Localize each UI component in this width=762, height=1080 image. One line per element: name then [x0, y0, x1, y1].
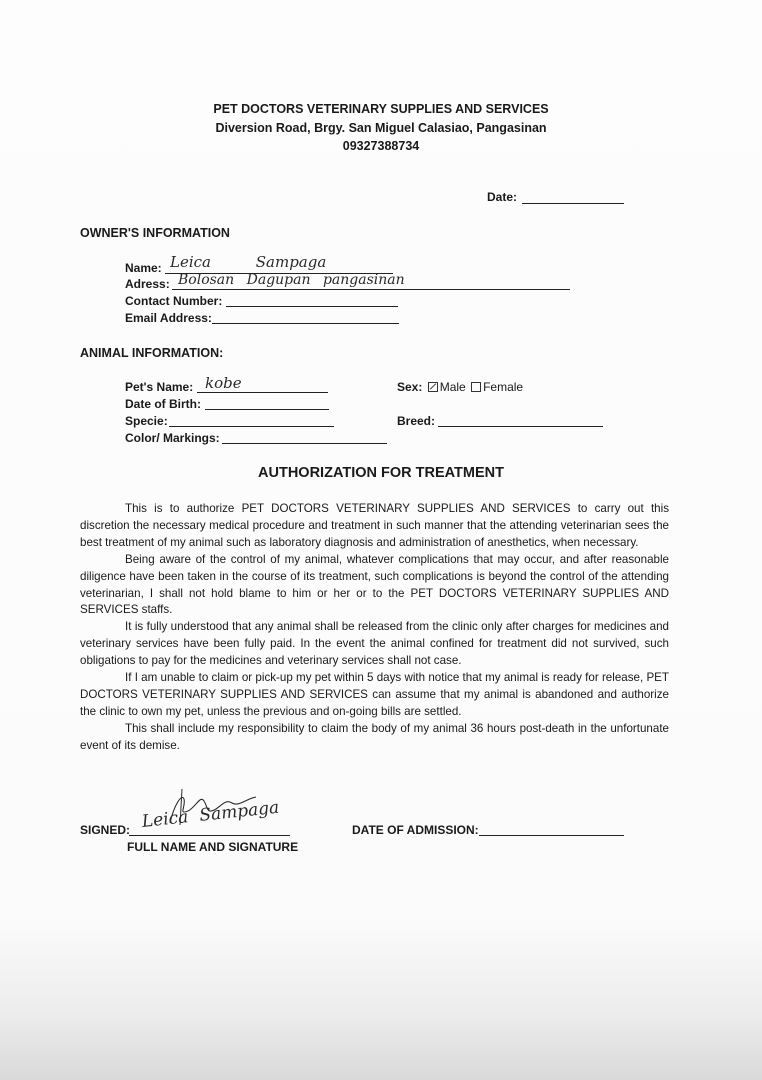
sex-field: [397, 380, 523, 394]
company-name: PET DOCTORS VETERINARY SUPPLIES AND SERVICES: [213, 102, 549, 116]
authorization-paragraph-5: This shall include my responsibility to claim the body of my animal 36 hours post-death in the unfortunate event of its demise.: [80, 721, 669, 752]
specie-line: [169, 426, 334, 427]
owner-info-heading: OWNER'S INFORMATION: [80, 226, 230, 240]
signature-caption: FULL NAME AND SIGNATURE: [127, 840, 299, 854]
email-address-line: [212, 323, 399, 324]
sex-label: Sex:: [397, 380, 423, 394]
dob-line: [205, 409, 329, 410]
color-markings-line: [222, 443, 387, 444]
owner-name-handwriting: Leica Sampaga: [170, 253, 327, 271]
contact-number-label: Contact Number:: [125, 294, 223, 308]
admission-date-label: DATE OF ADMISSION:: [352, 823, 479, 837]
pet-name-line: [197, 392, 328, 393]
signed-label: SIGNED:: [80, 823, 131, 837]
email-address-label: Email Address:: [125, 311, 212, 325]
handwritten-signature: Leica Sampaga: [140, 797, 281, 832]
owner-address-line: [172, 289, 570, 290]
authorization-paragraph-4: If I am unable to claim or pick-up my pet within 5 days with notice that my animal is ready for release, PET DOCTORS VETERINARY SUPPLIES AND SERVICES can assume that my animal is abandoned and authorize the clinic to own my pet, unless the previous and on-going bills are settled.: [80, 671, 669, 718]
female-option-label: Female: [483, 380, 524, 394]
signature-line: [129, 835, 290, 836]
breed-label: Breed:: [397, 414, 436, 428]
date-line: [522, 203, 624, 204]
pet-name-handwriting: kobe: [205, 374, 242, 392]
authorization-body: [80, 501, 669, 755]
female-checkbox[interactable]: [471, 382, 481, 392]
male-option-label: Male: [439, 380, 466, 394]
specie-label: Specie:: [125, 414, 168, 428]
animal-info-heading: ANIMAL INFORMATION:: [80, 346, 224, 360]
date-label: Date:: [487, 190, 518, 204]
breed-line: [438, 426, 603, 427]
color-markings-label: Color/ Markings:: [125, 431, 220, 445]
signature-flourish: [160, 785, 270, 830]
dob-label: Date of Birth:: [125, 397, 201, 411]
contact-number-line: [226, 306, 398, 307]
pet-name-label: Pet's Name:: [125, 380, 194, 394]
owner-address-handwriting: Bolosan Dagupan pangasinan: [178, 272, 405, 288]
authorization-paragraph-3: It is fully understood that any animal shall be released from the clinic only after charges for medicines and veterinary services have been fully paid. In the event the animal confined for treatment did not survived, such obligations to pay for the medicines and veterinary services shall not case.: [80, 620, 669, 668]
admission-date-line: [479, 835, 624, 836]
company-address: Diversion Road, Brgy. San Miguel Calasiao, Pangasinan: [215, 121, 547, 135]
authorization-title: AUTHORIZATION FOR TREATMENT: [258, 465, 504, 481]
owner-address-label: Adress:: [125, 277, 170, 291]
authorization-paragraph-2: Being aware of the control of my animal, whatever complications that may occur, and after reasonable diligence have been taken in the course of its treatment, such complications is beyond the control of the attending veterinarian, I shall not hold blame to him or her or to the PET DOCTORS VETERINARY SUPPLIES AND SERVICES staffs.: [80, 552, 669, 617]
company-phone: 09327388734: [342, 139, 420, 153]
male-checkbox[interactable]: [428, 382, 438, 392]
authorization-paragraph-1: This is to authorize PET DOCTORS VETERINARY SUPPLIES AND SERVICES to carry out this discretion the necessary medical procedure and treatment in such manner that the attending veterinarian sees the best treatment of my animal such as laboratory diagnosis and administration of anesthetics, when necessary.: [80, 502, 669, 549]
owner-name-label: Name:: [125, 261, 162, 275]
